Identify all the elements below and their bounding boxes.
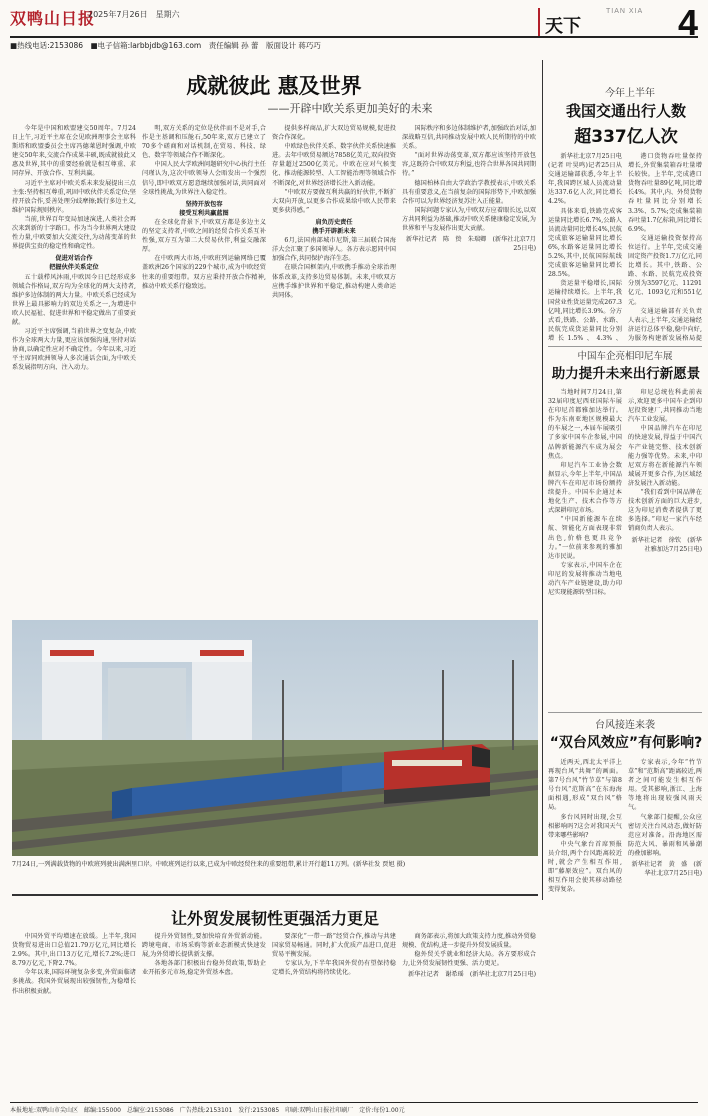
lead-paragraph: 今年是中国和欧盟建交50周年。7月24日上午,习近平主席在会见欧洲理事会主席科斯塔和欧盟委员会主席冯德莱恩时强调,中欧建交50年来,交流合作成果丰硕,既成就彼此又惠及世界,其中的重要经验就是相互尊重、求同存异、开放合作、互利共赢。 — [12, 125, 136, 178]
lead-paragraph: 在全球化背景下,中欧双方都是多边主义的坚定支持者,中欧之间的经贸合作关系互补性强,双方互为第二大贸易伙伴,利益交融深厚。 — [142, 218, 266, 254]
bottom-paragraph: 各地各部门积极出台稳外贸政策,帮助企业开拓多元市场,稳定外贸基本盘。 — [142, 960, 266, 977]
right2-top-rule — [548, 346, 702, 347]
lead-column-4 — [402, 124, 536, 616]
right2-paragraph: 中国品牌汽车在印尼的快速发展,得益于中国汽车产业链完整、技术创新能力强等优势。未来,中印尼双方将在新能源汽车领域展开更多合作,为区域经济发展注入新动能。 — [628, 425, 702, 487]
bottom-top-rule — [12, 894, 538, 896]
bottom-paragraph: 稳外贸关乎就业和经济大局。各方要形成合力,让外贸发展韧性更强、活力更足。 — [402, 951, 536, 968]
bottom-column-4 — [402, 932, 536, 1098]
lead-column-2 — [142, 124, 266, 616]
right3-column-b — [628, 758, 702, 1096]
right2-column-a — [548, 388, 622, 708]
right2-paragraph: “中国新能源车在续航、智能化方面表现非常出色,价格也更具竞争力。”一位前来参观的雅加达市民说。 — [548, 516, 622, 560]
lead-title: 成就彼此 惠及世界 — [186, 74, 362, 98]
bottom-column-3 — [272, 932, 396, 1098]
bottom-paragraph: 要深化“一带一路”经贸合作,推动与共建国家贸易畅通。同时,扩大优质产品进口,促进贸易平衡发展。 — [272, 933, 396, 959]
page-number: 4 — [677, 2, 698, 43]
train-photo-illustration — [12, 620, 538, 856]
lead-column-1 — [12, 124, 136, 616]
bottom-paragraph: 提升外贸韧性,要加快培育外贸新动能。跨境电商、市场采购等新业态新模式快速发展,为外贸增长提供新支撑。 — [142, 933, 266, 959]
right3-top-rule — [548, 712, 702, 713]
masthead — [0, 0, 708, 56]
lead-paragraph: 五十载栉风沐雨,中欧因今日已经形成多领域合作格局,双方均为全球化的两大支持者,维护多边体制的两大力量。中欧关系已经成为世界上最具影响力的双边关系之一,为增进中欧人民福祉、促进世界和平稳定做出了重要贡献。 — [12, 273, 136, 326]
lead-paragraph: 在中欧两大市场,中欧班列运输网络已覆盖欧洲26个国家的229个城市,成为中欧经贸往来的重要纽带。双方应秉持开放合作精神,推动中欧关系行稳致远。 — [142, 255, 266, 290]
right3-byline: 新华社记者 黄 盛 (新华社北京7月25日电) — [631, 861, 702, 878]
right2-column-b — [628, 388, 702, 708]
lead-paragraph: 中国人民大学欧洲问题研究中心执行主任闫瑾认为,这次中欧领导人会晤发出一个强烈信号,即中欧双方愿意继续加强对话,共同面对全球性挑战,为世界注入稳定性。 — [142, 161, 266, 196]
footer-bar: 本报地址:双鸭山市尖山区 邮编:155000 总编室:2153086 广告热线:2153101 发行:2153085 印刷:双鸭山日报社印刷厂 定价:每份1.00元 — [10, 1102, 698, 1114]
lead-paragraph: 习近平主席强调,当前世界之变复杂,中欧作为全球两大力量,更应该加强沟通,坚持对话协商,以确定性应对不确定性。今年以来,习近平主席同欧洲领导人多次通话会面,为中欧关系发展指明方向、注入动力。 — [12, 328, 136, 372]
lead-byline: 新华社记者 陈 贽 朱瑞卿 (新华社北京7月25日电) — [405, 236, 536, 253]
lead-subhead-2: 坚持开放包容 接受互利共赢蓝图 — [179, 200, 229, 217]
right1-column-a — [548, 152, 622, 342]
right1-paragraph: 具体来看,铁路完成客运量同比增长6.7%,公路人员流动量同比增长4%,民航完成旅客运输量同比增长6%,水路客运量同比增长5.2%,其中,民航国际航线完成旅客运输量同比增长28.5%。 — [548, 207, 622, 279]
right3-title: “双台风效应”有何影响? — [549, 735, 703, 751]
right2-byline: 新华社记者 徐钦 (新华社雅加达7月25日电) — [631, 536, 702, 553]
lead-subhead-1: 促进对话合作 把握伙伴关系定位 — [49, 255, 99, 272]
right3-paragraph: 气象部门提醒,公众应密切关注台风动态,做好防范应对准备。沿海地区需防范大风、暴雨和风暴潮的叠加影响。 — [628, 813, 702, 857]
right3-paragraph: 多台风同时出现,会互相影响吗?这会对我国天气带来哪些影响? — [548, 813, 622, 839]
train-photo — [12, 620, 538, 856]
right3-column-a — [548, 758, 622, 1096]
lead-paragraph: 提供多样商品,扩大双边贸易规模,促进投资合作深化。 — [272, 125, 396, 142]
right1-column-b — [628, 152, 702, 342]
right1-title-line1: 我国交通出行人数 — [565, 102, 686, 120]
newspaper-logo: 双鸭山日报 — [10, 9, 96, 28]
lead-paragraph: 德国柏林自由大学政治学教授表示,中欧关系具有重要意义,在当前复杂的国际形势下,中欧加强合作可以为世界经济复苏注入正能量。 — [402, 179, 536, 205]
right1-paragraph: 货运量平稳增长,国际运输持续增长。上半年,我国营业性货运量完成267.3亿吨,同比增长3.9%。分方式看,铁路、公路、水路、民航完成货运量同比分别增长1.5%、4.3%、 — [548, 280, 622, 342]
lead-paragraph: 当前,世界百年变局加速演进,人类社会再次来到新的十字路口。作为当今世界两大建设性力量,中欧要加大交流交往,为动荡变革的世界提供宝贵的稳定性和确定性。 — [12, 215, 136, 251]
right-column-divider — [542, 60, 543, 900]
right1-paragraph: 交通运输投资保持高位运行。上半年,完成交通固定资产投资1.7万亿元,同比增长。其中,铁路、公路、水路、民航完成投资分别为3597亿元、11291亿元、1093亿元和551亿元。 — [628, 234, 702, 306]
bottom-column-2 — [142, 932, 266, 1098]
right3-paragraph: 专家表示,今年“竹节草”和“范斯高”距离较近,两者之间可能发生相互作用。受其影响,浙江、上海等地将出现较强风雨天气。 — [628, 759, 702, 812]
right2-title: 助力提升未来出行新愿景 — [551, 366, 701, 382]
bottom-paragraph: 专家认为,下半年我国外贸仍有望保持稳定增长,外贸结构将持续优化。 — [272, 960, 396, 977]
right3-kicker: 台风接连来袭 — [595, 720, 655, 731]
bottom-paragraph: 中国外贸平均增速在放缓。上半年,我国货物贸易进出口总值21.79万亿元,同比增长2.9%。其中,出口13万亿元,增长7.2%;进口8.79万亿元,下降2.7%。 — [12, 933, 136, 968]
contact-bar: ■热线电话:2153086 ■电子信箱:larbbjdb@163.com 责任编辑 孙 蕾 版面设计 蒋巧巧 — [10, 36, 698, 50]
right2-paragraph: “我们看到中国品牌在技术创新方面的巨大进步,这为印尼消费者提供了更多选择。”印尼一家汽车经销商负责人表示。 — [628, 489, 702, 533]
bottom-paragraph: 商务部表示,将加大政策支持力度,推动外贸稳规模、优结构,进一步提升外贸发展质量。 — [402, 933, 536, 950]
lead-paragraph: 中欧绿色伙伴关系、数字伙伴关系快速推进。去年中欧贸易额达7858亿美元,双向投资存量超过2500亿美元。中欧在应对气候变化、推动能源转型、人工智能治理等领域合作不断深化,对世界经济增长注入新动能。 — [272, 143, 396, 187]
section-title: 天下 — [545, 16, 581, 37]
right2-paragraph: 专家表示,中国车企在印尼的发展将推动当地电动汽车产业链建设,助力印尼实现能源转型目标。 — [548, 561, 622, 597]
right3-paragraph: 近两天,西北太平洋上再现台风“共舞”的画面。第7号台风“竹节草”与第8号台风“范斯高”在东海海面相遇,形成“双台风”格局。 — [548, 759, 622, 812]
right1-paragraph: 交通运输部有关负责人表示,上半年,交通运输经济运行总体平稳,稳中向好,为服务构建新发展格局提 — [628, 307, 702, 342]
lead-column-3 — [272, 124, 396, 616]
lead-paragraph: “中欧双方要做互利共赢的好伙伴,不断扩大双向开放,以更多合作成果给中欧人民带来更多获得感。” — [272, 188, 396, 214]
right1-paragraph: 新华社北京7月25日电(记者 叶昊鸣)记者25日从交通运输部获悉,今年上半年,我国跨区域人员流动量达337.6亿人次,同比增长4.2%。 — [548, 153, 622, 206]
bottom-title: 让外贸发展韧性更强活力更足 — [170, 909, 379, 928]
section-title-en: TIAN XIA — [606, 8, 644, 15]
right2-paragraph: 印尼总统佐科此前表示,欢迎更多中国车企到印尼投资建厂,共同推动当地汽车工业发展。 — [628, 389, 702, 424]
photo-caption: 7月24日,一列满载货物的中欧班列驶出满洲里口岸。中欧班列运行以来,已成为中欧经贸往来的重要纽带,累计开行超11万列。(新华社发 贾旭 摄) — [12, 861, 406, 868]
bottom-paragraph: 今年以来,国际环境复杂多变,外贸面临诸多挑战。我国外贸展现出较强韧性,为稳增长作出积极贡献。 — [12, 969, 136, 995]
lead-subtitle: ——开辟中欧关系更加美好的未来 — [267, 102, 433, 115]
lead-paragraph: 习近平主席对中欧关系未来发展提出三点主张:坚持相互尊重,巩固中欧伙伴关系定位;坚持开放合作,妥善处理分歧摩擦;践行多边主义,维护国际规则秩序。 — [12, 179, 136, 214]
lead-subhead-3: 肩负历史责任 携手开辟新未来 — [312, 218, 356, 236]
lead-paragraph: 国际秩序和多边体制维护者,加强政治对话,加深战略互信,共同推动发展中欧人民所期待的中欧关系。 — [402, 125, 536, 151]
lead-paragraph: 明,双方关系的定位是伙伴而不是对手,合作是主基调和压舱石,50年来,双方已建立了70多个磋商和对话机制,在贸易、科技、绿色、数字等领域合作不断深化。 — [142, 125, 266, 160]
right2-kicker: 中国车企亮相印尼车展 — [577, 351, 673, 362]
bottom-byline: 新华社记者 谢希瑶 (新华社北京7月25日电) — [407, 971, 536, 979]
right3-paragraph: 中央气象台首席预报员介绍,两个台风距离较近时,就会产生相互作用,即“藤原效应”。双台风的相互作用会使其移动路径变得复杂。 — [548, 840, 622, 894]
lead-paragraph: 6月,法国南部城市尼斯,第三届联合国海洋大会汇聚了多国领导人。各方表示愿同中国加强合作,共同保护海洋生态。 — [272, 237, 396, 263]
right1-column-1 — [470, 152, 471, 153]
lead-paragraph: 国际问题专家认为,中欧双方应着眼长远,以双方共同利益为基础,推动中欧关系健康稳定发展,为世界和平与发展作出更大贡献。 — [402, 206, 536, 233]
lead-paragraph: 在联合国框架内,中欧携手推动全球治理体系改革,支持多边贸易体制。未来,中欧双方应携手维护世界和平稳定,推动构建人类命运共同体。 — [272, 264, 396, 299]
right1-paragraph: 港口货物吞吐量保持增长,外贸集装箱吞吐量增长较快。上半年,完成港口货物吞吐量89亿吨,同比增长4%。其中,内、外贸货物吞吐量同比分别增长3.3%、5.7%;完成集装箱吞吐量1.7亿标箱,同比增长6.9%。 — [628, 153, 702, 233]
right1-title-line2: 超337亿人次 — [574, 127, 678, 147]
issue-date: 2025年7月26日 星期六 — [88, 10, 180, 19]
bottom-column-1 — [12, 932, 136, 1098]
lead-paragraph: “面对世界动荡变革,双方都应该坚持开放包容,这既符合中欧双方利益,也符合世界各国共同期待。” — [402, 152, 536, 178]
right2-paragraph: 当地时间7月24日,第32届印度尼西亚国际车展在印尼首都雅加达举行。作为东南亚地区规模最大的车展之一,本届车展吸引了多家中国车企参展,中国品牌新能源汽车成为展会焦点。 — [548, 389, 622, 460]
section-bar — [538, 8, 540, 36]
right1-kicker: 今年上半年 — [605, 88, 655, 99]
right2-paragraph: 印尼汽车工业协会数据显示,今年上半年,中国品牌汽车在印尼市场份额持续提升。中国车企通过本地化生产、技术合作等方式深耕印尼市场。 — [548, 461, 622, 515]
